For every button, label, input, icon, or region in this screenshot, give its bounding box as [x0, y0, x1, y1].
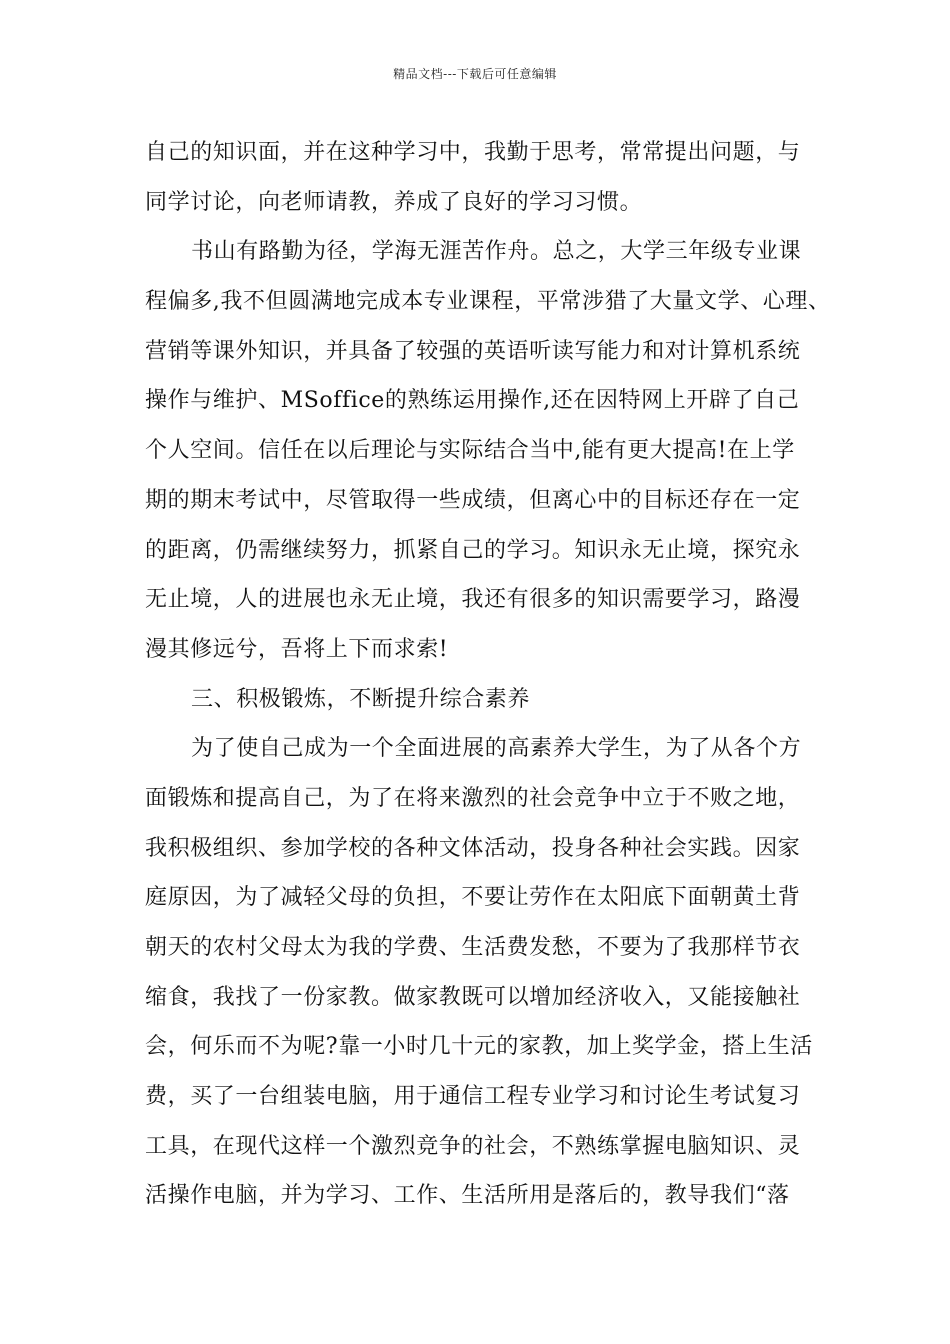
text-line: 营销等课外知识，并具备了较强的英语听读写能力和对计算机系统 [145, 338, 801, 364]
text-line: 自己的知识面，并在这种学习中，我勤于思考，常常提出问题，与 [145, 140, 801, 165]
text-line: 为了使自己成为一个全面进展的高素养大学生，为了从各个方 [191, 736, 802, 762]
text-line: 我积极组织、参加学校的各种文体活动，投身各种社会实践。因家 [145, 835, 801, 861]
text-line: 会，何乐而不为呢?靠一小时几十元的家教，加上奖学金，搭上生活 [145, 1034, 813, 1060]
text-line: 程偏多,我不但圆满地完成本专业课程，平常涉猎了大量文学、心理、 [145, 289, 831, 315]
text-line: 活操作电脑，并为学习、工作、生活所用是落后的，教导我们“落 [145, 1183, 790, 1209]
text-line: 三、积极锻炼，不断提升综合素养 [191, 686, 531, 712]
text-line: 面锻炼和提高自己，为了在将来激烈的社会竞争中立于不败之地， [145, 785, 801, 811]
text-line: 无止境，人的进展也永无止境，我还有很多的知识需要学习，路漫 [145, 587, 801, 613]
text-line: 同学讨论，向老师请教，养成了良好的学习习惯。 [145, 189, 643, 215]
text-line: 缩食，我找了一份家教。做家教既可以增加经济收入，又能接触社 [145, 984, 801, 1010]
body-text [145, 128, 831, 1221]
page-header: 精品文档---下载后可任意编辑 [393, 67, 557, 81]
text-line: 费，买了一台组装电脑，用于通信工程专业学习和讨论生考试复习 [145, 1084, 801, 1110]
text-line: 个人空间。信任在以后理论与实际结合当中,能有更大提高!在上学 [145, 438, 795, 464]
text-line: 操作与维护、MSoffice的熟练运用操作,还在因特网上开辟了自己 [145, 388, 800, 414]
text-line: 期的期末考试中，尽管取得一些成绩，但离心中的目标还存在一定 [145, 487, 801, 513]
text-line: 漫其修远兮，吾将上下而求索! [145, 636, 449, 662]
text-line: 朝天的农村父母太为我的学费、生活费发愁，不要为了我那样节衣 [145, 935, 801, 960]
text-line: 工具，在现代这样一个激烈竞争的社会，不熟练掌握电脑知识、灵 [145, 1133, 801, 1159]
text-line: 书山有路勤为径，学海无涯苦作舟。总之，大学三年级专业课 [191, 239, 802, 265]
text-line: 的距离，仍需继续努力，抓紧自己的学习。知识永无止境，探究永 [145, 537, 801, 563]
text-line: 庭原因，为了减轻父母的负担，不要让劳作在太阳底下面朝黄土背 [145, 885, 801, 911]
